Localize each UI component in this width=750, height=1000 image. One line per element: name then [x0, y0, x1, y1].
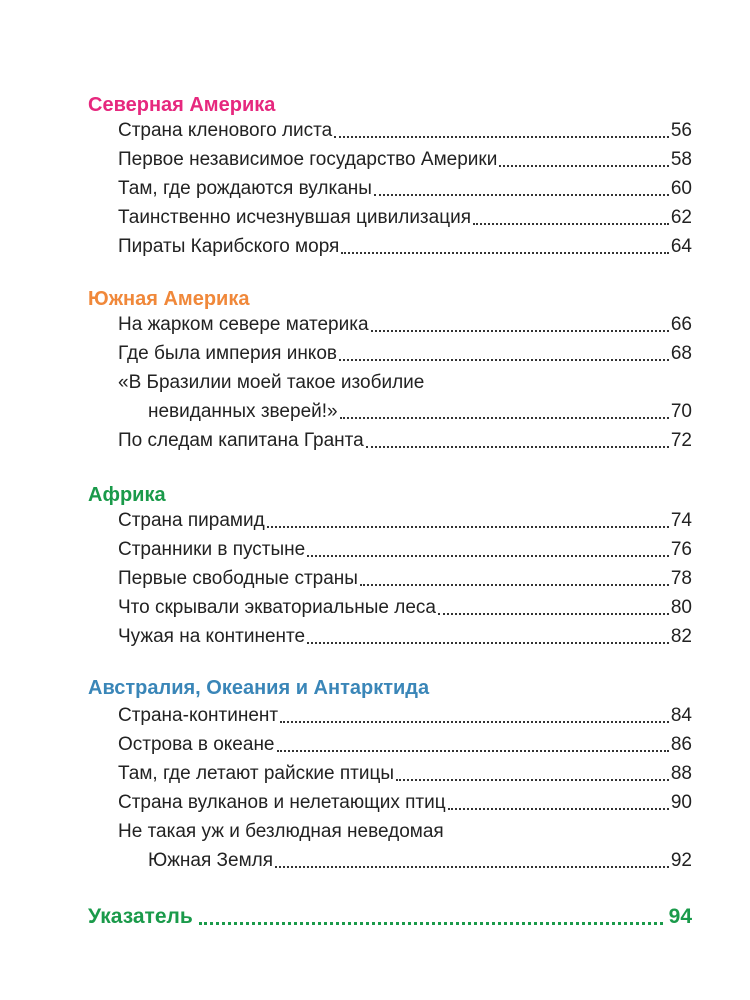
leader-dots: [307, 555, 669, 557]
toc-entry-title: Там, где летают райские птицы: [118, 763, 395, 784]
toc-entry-page: 82: [670, 626, 692, 647]
toc-entry-title: Там, где рождаются вулканы: [118, 178, 372, 199]
leader-dots: [499, 165, 669, 167]
toc-entry[interactable]: [118, 507, 692, 535]
toc-entry[interactable]: [118, 789, 692, 817]
leader-dots: [374, 194, 669, 196]
toc-entry[interactable]: [118, 175, 692, 203]
toc-entry-page: 78: [670, 568, 692, 589]
toc-entry[interactable]: [148, 398, 692, 426]
toc-entry-title: На жарком севере материка: [118, 314, 369, 335]
toc-entry-line1[interactable]: [118, 818, 444, 846]
section-title-north-america: Северная Америка: [88, 94, 276, 116]
toc-entry[interactable]: [118, 233, 692, 261]
leader-dots: [371, 330, 669, 332]
toc-entry-page: 92: [670, 850, 692, 871]
toc-entry-title: невиданных зверей!»: [148, 401, 338, 422]
index-page: 94: [668, 905, 692, 928]
toc-entry-title: Южная Земля: [148, 850, 274, 871]
leader-dots: [473, 223, 669, 225]
section-title-africa: Африка: [88, 484, 166, 506]
toc-entry[interactable]: [118, 623, 692, 651]
toc-entry-line1[interactable]: [118, 369, 424, 397]
toc-entry[interactable]: [148, 847, 692, 875]
toc-entry-page: 64: [670, 236, 692, 257]
toc-entry-title: Страна вулканов и нелетающих птиц: [118, 792, 446, 813]
toc-entry[interactable]: [118, 702, 692, 730]
toc-entry-title: По следам капитана Гранта: [118, 430, 364, 451]
toc-entry-page: 62: [670, 207, 692, 228]
toc-entry[interactable]: [118, 731, 692, 759]
leader-dots: [438, 613, 669, 615]
toc-entry-page: 90: [670, 792, 692, 813]
leader-dots: [360, 584, 669, 586]
section-title-australia: Австралия, Океания и Антарктида: [88, 677, 430, 699]
toc-entry-title: Острова в океане: [118, 734, 275, 755]
leader-dots: [396, 779, 669, 781]
toc-entry[interactable]: [118, 204, 692, 232]
toc-entry-page: 74: [670, 510, 692, 531]
toc-entry-page: 72: [670, 430, 692, 451]
toc-entry-title: Таинственно исчезнувшая цивилизация: [118, 207, 471, 228]
toc-entry-page: 84: [670, 705, 692, 726]
toc-entry[interactable]: [118, 146, 692, 174]
toc-entry-title: Где была империя инков: [118, 343, 337, 364]
toc-entry-title: Страна пирамид: [118, 510, 265, 531]
toc-entry-page: 60: [670, 178, 692, 199]
toc-entry[interactable]: [118, 311, 692, 339]
leader-dots: [275, 866, 669, 868]
toc-entry[interactable]: [118, 594, 692, 622]
index-leader-dots: [199, 922, 663, 925]
leader-dots: [339, 359, 669, 361]
toc-entry-title: Странники в пустыне: [118, 539, 306, 560]
toc-entry[interactable]: [118, 565, 692, 593]
toc-entry-title: Пираты Карибского моря: [118, 236, 340, 257]
index-title: Указатель: [88, 905, 193, 928]
toc-entry-page: 68: [670, 343, 692, 364]
toc-entry-title: Первые свободные страны: [118, 568, 358, 589]
toc-entry-page: 88: [670, 763, 692, 784]
toc-entry-title: Не такая уж и безлюдная неведомая: [118, 821, 444, 842]
toc-entry-title: Страна-континент: [118, 705, 279, 726]
toc-entry-page: 76: [670, 539, 692, 560]
toc-entry[interactable]: [118, 760, 692, 788]
toc-entry-page: 66: [670, 314, 692, 335]
toc-entry-page: 56: [670, 120, 692, 141]
leader-dots: [340, 417, 669, 419]
section-title-south-america: Южная Америка: [88, 288, 250, 310]
toc-entry-title: Чужая на континенте: [118, 626, 306, 647]
toc-entry-title: Первое независимое государство Америки: [118, 149, 498, 170]
toc-entry-title: Что скрывали экваториальные леса: [118, 597, 436, 618]
toc-entry[interactable]: [118, 340, 692, 368]
toc-entry-page: 86: [670, 734, 692, 755]
leader-dots: [341, 252, 669, 254]
leader-dots: [448, 808, 669, 810]
leader-dots: [267, 526, 669, 528]
toc-entry-page: 70: [670, 401, 692, 422]
toc-entry[interactable]: [118, 117, 692, 145]
toc-entry-page: 58: [670, 149, 692, 170]
toc-entry-title: «В Бразилии моей такое изобилие: [118, 372, 425, 393]
leader-dots: [307, 642, 669, 644]
toc-entry[interactable]: [118, 427, 692, 455]
toc-entry-title: Страна кленового листа: [118, 120, 333, 141]
leader-dots: [334, 136, 669, 138]
toc-entry-page: 80: [670, 597, 692, 618]
index-entry[interactable]: [88, 902, 692, 932]
toc-entry[interactable]: [118, 536, 692, 564]
leader-dots: [280, 721, 669, 723]
leader-dots: [366, 446, 669, 448]
leader-dots: [277, 750, 669, 752]
